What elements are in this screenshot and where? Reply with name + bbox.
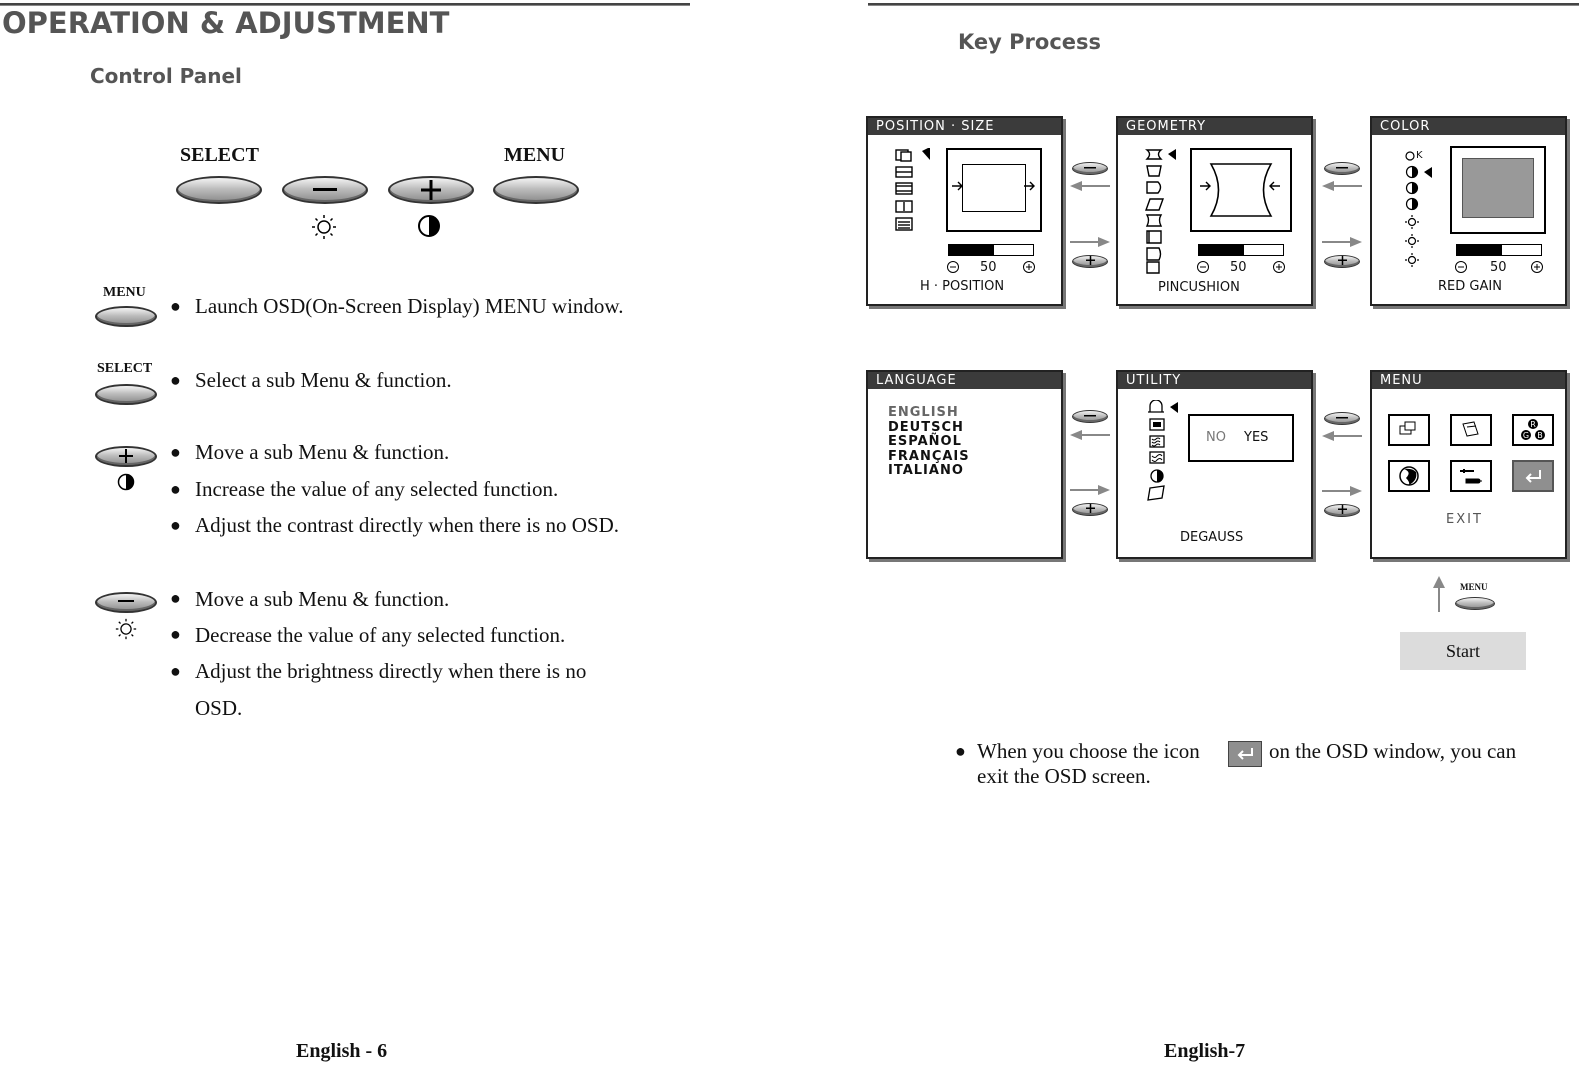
- bullet-text: Move a sub Menu & function.: [195, 587, 450, 611]
- panel-menu-button[interactable]: [493, 176, 579, 204]
- color-preview: [1450, 146, 1546, 234]
- degauss-option-box: [1188, 414, 1294, 462]
- osd-caption: EXIT: [1446, 512, 1483, 527]
- arrow-left-icon: [1322, 180, 1362, 192]
- panel-select-button[interactable]: [176, 176, 262, 204]
- page-title: OPERATION & ADJUSTMENT: [2, 6, 450, 40]
- start-menu-label: MENU: [1460, 582, 1488, 592]
- contrast-icon: [417, 214, 441, 238]
- rgb-g: G: [1522, 431, 1530, 440]
- return-icon: [1229, 742, 1261, 766]
- bullet: ●: [170, 588, 181, 608]
- minus-icon: [1336, 416, 1348, 420]
- plus-icon: [119, 449, 133, 463]
- rgb-r: R: [1530, 420, 1536, 429]
- bullet-text: Adjust the contrast directly when there is no OSD.: [195, 513, 619, 537]
- osd-position-size: [866, 116, 1063, 306]
- geometry-icons: [1144, 148, 1184, 274]
- panel-select-label: SELECT: [180, 144, 259, 166]
- arrow-left-icon: [1322, 430, 1362, 442]
- bullet: ●: [170, 661, 181, 681]
- menu-language-tile[interactable]: [1388, 460, 1430, 492]
- osd-color: [1370, 116, 1567, 306]
- bullet: ●: [170, 515, 181, 535]
- plus-button[interactable]: [1324, 255, 1360, 268]
- osd-title: UTILITY: [1118, 372, 1311, 389]
- plus-button[interactable]: [95, 446, 157, 467]
- plus-icon: [1086, 504, 1095, 513]
- language-option[interactable]: FRANÇAIS: [888, 448, 970, 464]
- arrow-right-icon: [1024, 181, 1036, 191]
- bullet: ●: [955, 741, 966, 761]
- note-text-line2: exit the OSD screen.: [977, 764, 1151, 788]
- position-size-icons: [892, 148, 937, 234]
- osd-title: COLOR: [1372, 118, 1565, 135]
- plus-circle-icon: [1272, 260, 1286, 274]
- arrow-right-icon: [1322, 485, 1362, 497]
- minus-icon: [1336, 166, 1348, 170]
- rgb-b: B: [1537, 431, 1543, 440]
- top-rule-right: [868, 3, 1579, 6]
- osd-title: MENU: [1372, 372, 1565, 389]
- arrow-right-icon: [1070, 484, 1110, 496]
- brightness-icon: [115, 618, 137, 640]
- option-no[interactable]: NO: [1206, 430, 1226, 445]
- bullet-text: Select a sub Menu & function.: [195, 368, 452, 392]
- plus-icon: [1338, 505, 1347, 514]
- plus-button[interactable]: [1072, 255, 1108, 268]
- osd-geometry: [1116, 116, 1313, 306]
- language-list: [888, 406, 970, 479]
- minus-circle-icon: [1196, 260, 1210, 274]
- minus-circle-icon: [1454, 260, 1468, 274]
- plus-button[interactable]: [1072, 503, 1108, 516]
- brightness-icon: [311, 214, 337, 240]
- monitor-preview: [946, 148, 1042, 232]
- osd-title: LANGUAGE: [868, 372, 1061, 389]
- arrow-left-icon: [1070, 180, 1110, 192]
- value-slider: [1456, 244, 1542, 256]
- minus-button[interactable]: [1072, 162, 1108, 175]
- note-text-before: When you choose the icon: [977, 739, 1200, 763]
- section-title-key-process: Key Process: [958, 30, 1102, 54]
- minus-icon: [313, 187, 337, 193]
- language-option[interactable]: DEUTSCH: [888, 419, 964, 435]
- bullet: ●: [170, 479, 181, 499]
- osd-title: POSITION · SIZE: [868, 118, 1061, 135]
- panel-menu-label: MENU: [504, 144, 566, 166]
- bullet-text: Launch OSD(On-Screen Display) MENU window.: [195, 294, 624, 318]
- plus-circle-icon: [1530, 260, 1544, 274]
- osd-caption: H · POSITION: [920, 279, 1005, 294]
- arrow-up-icon: [1432, 576, 1446, 612]
- page-number-left: English - 6: [296, 1040, 388, 1062]
- arrow-right-icon: [1200, 181, 1212, 191]
- section-title: Control Panel: [90, 64, 242, 88]
- contrast-icon: [117, 473, 135, 491]
- bullet: ●: [170, 624, 181, 644]
- menu-button[interactable]: [95, 306, 157, 327]
- plus-button[interactable]: [1324, 504, 1360, 517]
- minus-circle-icon: [946, 260, 960, 274]
- plus-icon: [1338, 256, 1347, 265]
- panel-minus-button[interactable]: [282, 176, 368, 204]
- language-option[interactable]: ENGLISH: [888, 405, 959, 420]
- color-temp-k-label: K: [1416, 150, 1423, 161]
- osd-caption: RED GAIN: [1438, 279, 1502, 294]
- bullet-text: Adjust the brightness directly when there is no: [195, 659, 587, 683]
- arrow-left-icon: [1268, 181, 1280, 191]
- return-icon: [1514, 462, 1552, 490]
- osd-utility: [1116, 370, 1313, 559]
- minus-icon: [1084, 166, 1096, 170]
- arrow-left-icon: [1070, 429, 1110, 441]
- plus-icon: [421, 180, 441, 200]
- osd-title: GEOMETRY: [1118, 118, 1311, 135]
- select-button-label: SELECT: [97, 361, 153, 376]
- start-label: Start: [1400, 632, 1526, 670]
- exit-icon: [1228, 741, 1262, 767]
- menu-button-label: MENU: [103, 285, 146, 300]
- plus-circle-icon: [1022, 260, 1036, 274]
- value-readout: 50: [1230, 260, 1247, 275]
- menu-position-size-tile[interactable]: [1388, 414, 1430, 446]
- bullet: ●: [170, 296, 181, 316]
- bullet-text: Move a sub Menu & function.: [195, 440, 450, 464]
- bullet-text: Decrease the value of any selected function.: [195, 623, 566, 647]
- language-option[interactable]: ESPAÑOL: [888, 434, 962, 449]
- pincushion-shape: [1206, 162, 1276, 218]
- menu-geometry-tile[interactable]: [1450, 414, 1492, 446]
- bullet: ●: [170, 442, 181, 462]
- language-option[interactable]: ITALIANO: [888, 463, 964, 478]
- minus-button[interactable]: [1072, 410, 1108, 423]
- value-slider: [1198, 244, 1284, 256]
- menu-exit-tile[interactable]: [1512, 460, 1554, 492]
- start-menu-button[interactable]: [1455, 597, 1495, 610]
- menu-color-tile[interactable]: [1512, 414, 1554, 446]
- bullet-text-continued: OSD.: [195, 696, 243, 720]
- bullet: ●: [170, 370, 181, 390]
- minus-icon: [1084, 414, 1096, 418]
- bullet-text: Increase the value of any selected function.: [195, 477, 559, 501]
- rgb-icon: [1514, 416, 1552, 444]
- panel-plus-button[interactable]: [388, 176, 474, 204]
- arrow-right-icon: [1070, 236, 1110, 248]
- position-size-icon: [1390, 416, 1428, 444]
- osd-menu: [1370, 370, 1567, 559]
- arrow-right-icon: [1322, 236, 1362, 248]
- osd-caption: PINCUSHION: [1158, 280, 1240, 295]
- wrench-icon: [1452, 462, 1490, 490]
- geometry-icon: [1452, 416, 1490, 444]
- menu-utility-tile[interactable]: [1450, 460, 1492, 492]
- select-button[interactable]: [95, 384, 157, 405]
- value-slider: [948, 244, 1034, 256]
- option-yes[interactable]: YES: [1244, 430, 1269, 445]
- globe-icon: [1390, 462, 1428, 490]
- value-readout: 50: [980, 260, 997, 275]
- minus-icon: [118, 600, 134, 604]
- minus-button[interactable]: [95, 592, 157, 613]
- minus-button[interactable]: [1324, 412, 1360, 425]
- plus-icon: [1086, 256, 1095, 265]
- arrow-right-icon: [952, 181, 964, 191]
- note-text-after: on the OSD window, you can: [1269, 739, 1517, 763]
- osd-caption: DEGAUSS: [1180, 530, 1244, 545]
- minus-button[interactable]: [1324, 162, 1360, 175]
- osd-language: [866, 370, 1063, 559]
- monitor-preview: [1190, 148, 1292, 232]
- color-icons: [1402, 148, 1442, 268]
- value-readout: 50: [1490, 260, 1507, 275]
- page-number-right: English-7: [1164, 1040, 1246, 1062]
